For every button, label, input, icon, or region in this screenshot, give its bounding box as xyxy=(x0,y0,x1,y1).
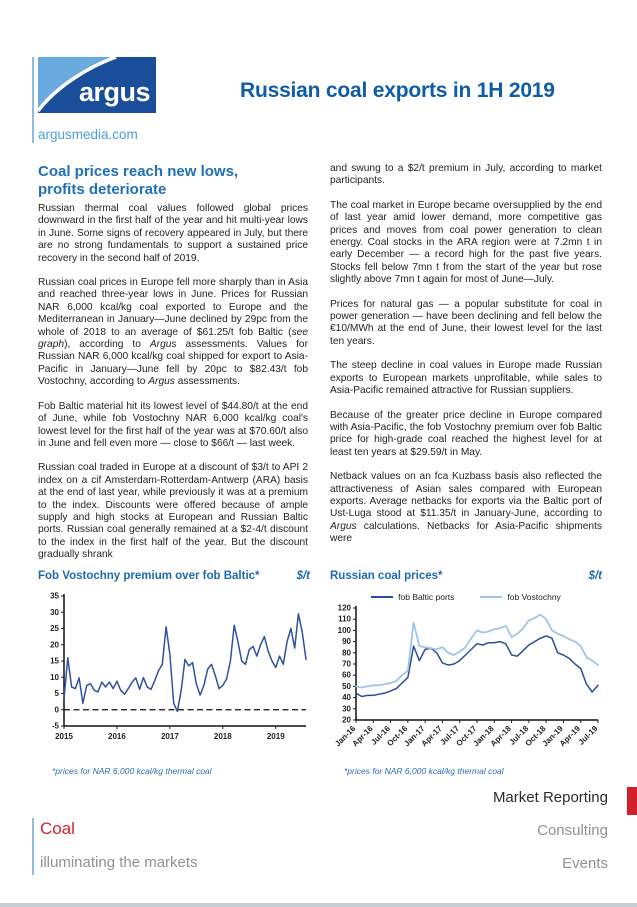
footer-brand-coal: Coal xyxy=(40,819,75,838)
svg-text:70: 70 xyxy=(342,659,351,669)
page-title: Russian coal exports in 1H 2019 xyxy=(240,79,555,102)
chart-title-row xyxy=(330,570,602,582)
svg-text:120: 120 xyxy=(337,603,351,613)
svg-text:Apr-17: Apr-17 xyxy=(419,724,444,749)
svg-text:Jan-18: Jan-18 xyxy=(471,724,496,749)
prices-line-chart xyxy=(330,603,602,756)
svg-text:35: 35 xyxy=(50,591,59,601)
chart-unit-label: $/t xyxy=(588,570,602,582)
svg-text:Oct-17: Oct-17 xyxy=(454,724,479,749)
argus-logo-graphic xyxy=(38,57,156,113)
footer-left-rule xyxy=(32,818,34,875)
article-heading-line1: Coal prices reach new lows, xyxy=(38,163,239,180)
paragraph: Russian coal prices in Europe fell more sharply than in Asia and reached three-year lows in June. Prices for Russian NAR 6,000 kcal/kg coal exported to Europe and the Mediterranean in January—June declined by 29pc from the whole of 2018 to an average of $61.25/t fob Baltic (see graph), according to Argus assessments. Values for Russian NAR 6,000 kcal/kg coal shipped for export to Asia-Pacific in January—June fell by 20pc to $82.43/t fob Vostochny, according to Argus assessments. xyxy=(38,277,308,388)
svg-text:5: 5 xyxy=(54,689,59,698)
article-heading-line2: profits deteriorate xyxy=(38,180,167,198)
chart-unit-label: $/t xyxy=(296,570,310,582)
legend-line-swatch xyxy=(480,596,502,598)
svg-text:25: 25 xyxy=(50,624,59,633)
svg-text:30: 30 xyxy=(342,704,351,714)
paragraph: Netback values on an fca Kuzbass basis also reflected the attractiveness of Asian sales compared with European exports. Average netbacks for exports via the Baltic port of Ust-Luga stood at $11.35/t in January-June, according to Argus calculations. Netbacks for Asia-Pacific shipments were xyxy=(330,471,602,545)
svg-text:100: 100 xyxy=(337,625,351,635)
paragraph: Prices for natural gas — a popular substitute for coal in power generation — have been declining and fell below the €10/MWh at the end of June, their lowest level for the last ten years. xyxy=(330,298,602,347)
svg-text:Jan-19: Jan-19 xyxy=(540,724,565,749)
svg-text:80: 80 xyxy=(342,648,351,658)
svg-text:Oct-16: Oct-16 xyxy=(385,724,410,749)
svg-text:-5: -5 xyxy=(51,721,59,731)
svg-text:15: 15 xyxy=(50,656,59,666)
svg-text:60: 60 xyxy=(342,670,351,680)
chart-russian-coal-prices xyxy=(330,570,602,776)
chart-footnote: *prices for NAR 6,000 kcal/kg thermal coal xyxy=(52,766,212,776)
footer-red-accent-block xyxy=(627,787,637,815)
svg-text:Jul-18: Jul-18 xyxy=(507,724,531,747)
footer-service-consulting: Consulting xyxy=(537,822,608,839)
svg-text:2016: 2016 xyxy=(108,732,126,741)
legend-line-swatch xyxy=(371,596,393,598)
argus-logo xyxy=(38,57,156,113)
chart-title: Fob Vostochny premium over fob Baltic* xyxy=(38,570,260,582)
svg-text:Jul-17: Jul-17 xyxy=(438,724,462,747)
legend-item: fob Baltic ports xyxy=(371,592,454,602)
svg-text:Jan-17: Jan-17 xyxy=(402,724,427,749)
svg-text:Apr-18: Apr-18 xyxy=(488,724,513,749)
svg-text:Jul-16: Jul-16 xyxy=(369,724,392,747)
paragraph: The steep decline in coal values in Europe made Russian exports to European markets unprofitable, while sales to Asia-Pacific remained attractive for Russian suppliers. xyxy=(330,360,602,397)
svg-text:Apr-16: Apr-16 xyxy=(350,724,375,749)
header-left-rule xyxy=(32,57,34,143)
svg-text:20: 20 xyxy=(342,715,351,725)
legend-item: fob Vostochny xyxy=(480,592,560,602)
article-heading xyxy=(38,163,308,198)
svg-text:Jan-16: Jan-16 xyxy=(333,724,358,749)
paragraph: and swung to a $2/t premium in July, according to market participants. xyxy=(330,163,602,187)
svg-text:2018: 2018 xyxy=(213,732,232,741)
svg-text:10: 10 xyxy=(50,672,59,682)
svg-text:Jul-19: Jul-19 xyxy=(576,724,600,747)
chart-legend xyxy=(330,590,602,604)
paragraph: Russian coal traded in Europe at a discount of $3/t to API 2 index on a cif Amsterdam-Rotterdam-Antwerp (ARA) basis at the end of last year, while previously it was at a premium to the index. Discounts were offered because of ample supply and high stocks at European and Russian Baltic ports. Russian coal generally remained at a $2-4/t discount to the index in the first half of the year. But the discount gradually shrank xyxy=(38,462,308,561)
page-bottom-rule xyxy=(0,903,637,907)
svg-text:Oct-18: Oct-18 xyxy=(523,724,548,749)
chart-title-row xyxy=(38,570,310,582)
article-left-column xyxy=(38,163,308,562)
footer-service-market-reporting: Market Reporting xyxy=(492,789,608,806)
argus-logo-text: argus xyxy=(78,77,150,107)
footer-service-events: Events xyxy=(562,855,608,872)
chart-footnote: *prices for NAR 6,000 kcal/kg thermal coal xyxy=(344,766,504,776)
paragraph: Russian thermal coal values followed global prices downward in the first half of the year and hit multi-year lows in June. Some signs of recovery appeared in July, but there are no strong fundamentals to support a sustained price recovery in the second half of 2019. xyxy=(38,203,308,264)
svg-text:40: 40 xyxy=(342,693,351,703)
svg-text:2019: 2019 xyxy=(266,732,285,741)
svg-text:2015: 2015 xyxy=(55,732,73,741)
svg-text:Apr-19: Apr-19 xyxy=(557,724,583,749)
svg-text:90: 90 xyxy=(342,637,351,647)
svg-text:2017: 2017 xyxy=(160,732,179,741)
svg-text:0: 0 xyxy=(54,705,59,715)
footer-tagline: illuminating the markets xyxy=(40,854,198,871)
chart-title: Russian coal prices* xyxy=(330,570,443,582)
svg-text:20: 20 xyxy=(50,640,59,650)
svg-text:110: 110 xyxy=(338,614,351,624)
svg-text:50: 50 xyxy=(342,681,351,691)
paragraph: Because of the greater price decline in Europe compared with Asia-Pacific, the fob Vostochny premium over fob Baltic price for high-grade coal reached the highest level for at least ten years at $29.59/t in May. xyxy=(330,409,602,458)
svg-text:30: 30 xyxy=(50,607,59,617)
paragraph: Fob Baltic material hit its lowest level of $44.80/t at the end of June, while fob Vostochny NAR 6,000 kcal/kg coal's lowest level for the first half of the year was at $70.60/t also in June and fell even more — close to $66/t — last week. xyxy=(38,400,308,449)
paragraph: The coal market in Europe became oversupplied by the end of last year amid lower demand, more competitive gas prices and moves from coal power generation to clean energy. Coal stocks in the ARA region were at 7.2mn t in early December — a record high for the past five years. Stocks fell below 7mn t from the start of the year but rose slightly above 7mn t again for most of June—July. xyxy=(330,199,602,286)
chart-fob-vostochny-premium xyxy=(38,570,310,776)
article-right-column xyxy=(330,163,602,546)
premium-line-chart xyxy=(38,588,310,752)
argusmedia-link[interactable]: argusmedia.com xyxy=(38,127,138,142)
